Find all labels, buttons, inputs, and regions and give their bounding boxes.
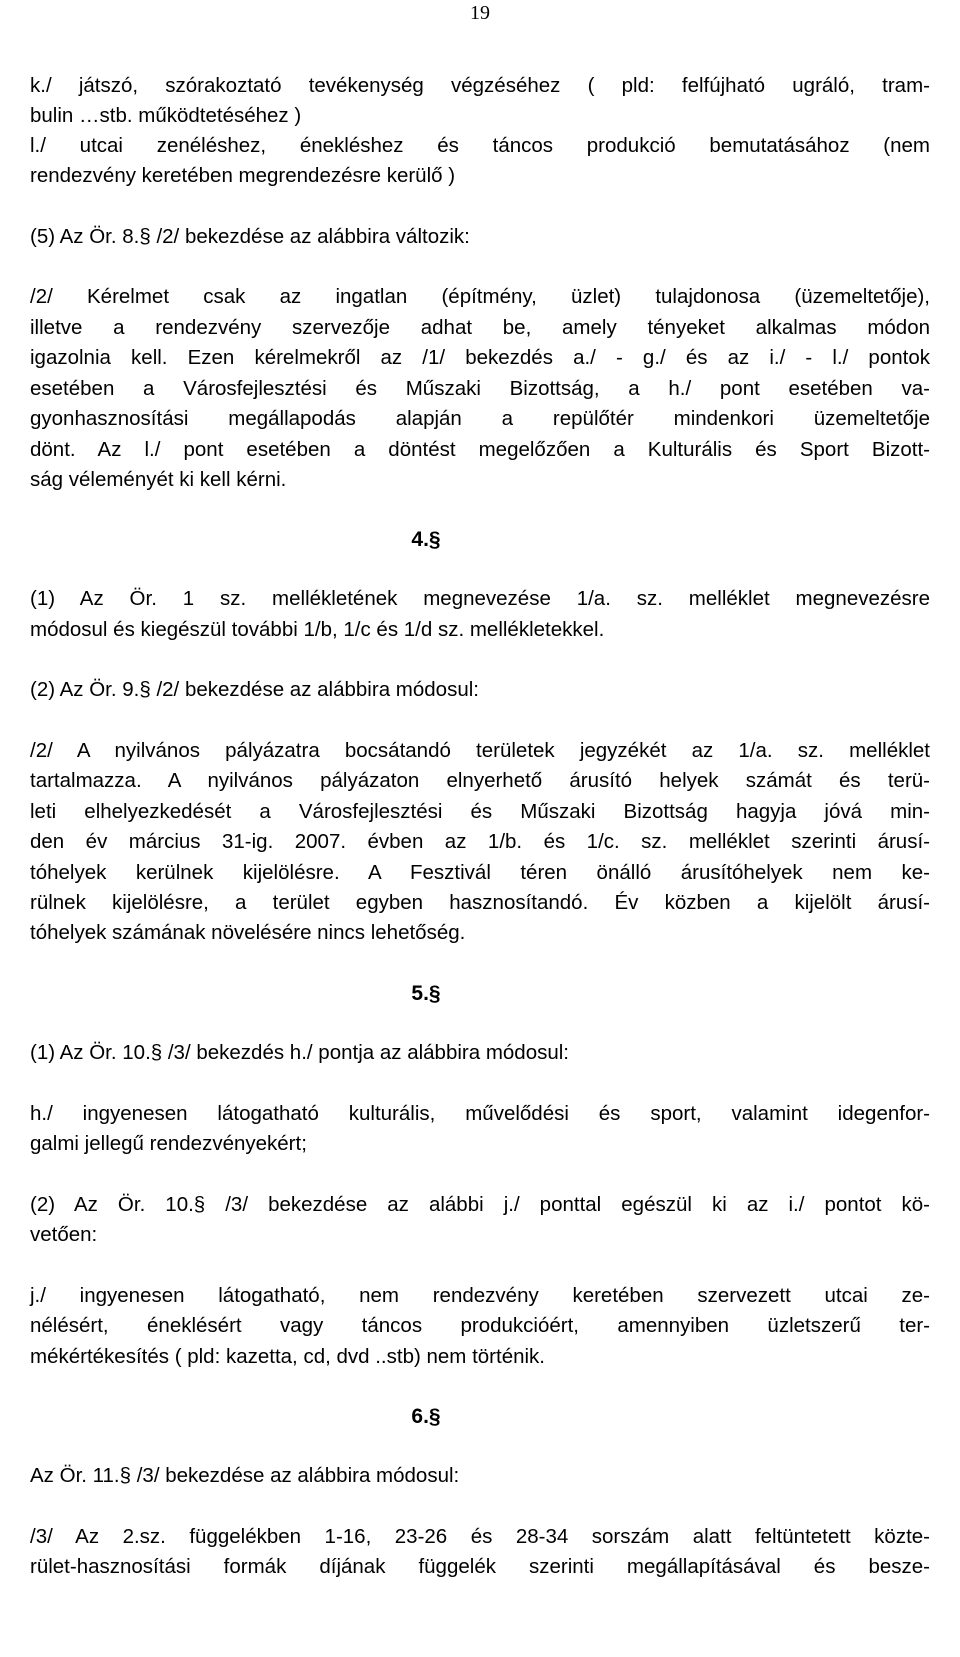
paragraph-line: vetően: <box>30 1223 98 1246</box>
paragraph-line: /2/ A nyilvános pályázatra bocsátandó területek jegyzékét az 1/a. sz. melléklet <box>30 739 930 762</box>
paragraph-line: j./ ingyenesen látogatható, nem rendezvény keretében szervezett utcai ze- <box>30 1284 930 1307</box>
paragraph-line: rülnek kijelölésre, a terület egyben hasznosítandó. Év közben a kijelölt árusí- <box>30 891 930 914</box>
paragraph-line: igazolnia kell. Ezen kérelmekről az /1/ bekezdés a./ - g./ és az i./ - l./ pontok <box>30 346 930 369</box>
paragraph-line: tartalmazza. A nyilvános pályázaton elnyerhető árusító helyek számát és terü- <box>30 769 930 792</box>
paragraph-line: k./ játszó, szórakoztató tevékenység végzéséhez ( pld: felfújható ugráló, tram- <box>30 74 930 97</box>
paragraph-line: mékértékesítés ( pld: kazetta, cd, dvd ..stb) nem történik. <box>30 1345 545 1368</box>
paragraph-line: rendezvény keretében megrendezésre kerülő ) <box>30 164 456 187</box>
paragraph-line: /2/ Kérelmet csak az ingatlan (építmény, üzlet) tulajdonosa (üzemeltetője), <box>30 285 930 308</box>
paragraph-line: gyonhasznosítási megállapodás alapján a repülőtér mindenkori üzemeltetője <box>30 407 930 430</box>
paragraph-line: módosul és kiegészül további 1/b, 1/c és 1/d sz. mellékletekkel. <box>30 618 605 641</box>
paragraph-line: Az Ör. 11.§ /3/ bekezdése az alábbira módosul: <box>30 1464 460 1487</box>
paragraph-line: illetve a rendezvény szervezője adhat be, amely tényeket alkalmas módon <box>30 316 930 339</box>
paragraph-line: galmi jellegű rendezvényekért; <box>30 1132 307 1155</box>
page-number: 19 <box>470 2 490 24</box>
paragraph-line: dönt. Az l./ pont esetében a döntést megelőzően a Kulturális és Sport Bizott- <box>30 438 930 461</box>
paragraph-line: (1) Az Ör. 1 sz. mellékletének megnevezése 1/a. sz. melléklet megnevezésre <box>30 587 930 610</box>
paragraph-line: (2) Az Ör. 10.§ /3/ bekezdése az alábbi j./ ponttal egészül ki az i./ pontot kö- <box>30 1193 930 1216</box>
paragraph-line: den év március 31-ig. 2007. évben az 1/b. és 1/c. sz. melléklet szerinti árusí- <box>30 830 930 853</box>
paragraph-line: tóhelyek számának növelésére nincs lehetőség. <box>30 921 466 944</box>
paragraph-line: esetében a Városfejlesztési és Műszaki Bizottság, a h./ pont esetében va- <box>30 377 930 400</box>
paragraph-line: ság véleményét ki kell kérni. <box>30 468 287 491</box>
paragraph-line: nélésért, éneklésért vagy táncos produkcióért, amennyiben üzletszerű ter- <box>30 1314 930 1337</box>
section-heading: 4.§ <box>411 528 441 551</box>
paragraph-line: bulin …stb. működtetéséhez ) <box>30 104 302 127</box>
paragraph-line: tóhelyek kerülnek kijelölésre. A Fesztivál téren önálló árusítóhelyek nem ke- <box>30 861 930 884</box>
paragraph-line: h./ ingyenesen látogatható kulturális, művelődési és sport, valamint idegenfor- <box>30 1102 930 1125</box>
section-heading: 6.§ <box>411 1405 441 1428</box>
paragraph-line: leti elhelyezkedését a Városfejlesztési és Műszaki Bizottság hagyja jóvá min- <box>30 800 930 823</box>
paragraph-line: (1) Az Ör. 10.§ /3/ bekezdés h./ pontja az alábbira módosul: <box>30 1041 570 1064</box>
paragraph-line: /3/ Az 2.sz. függelékben 1-16, 23-26 és 28-34 sorszám alatt feltüntetett közte- <box>30 1525 930 1548</box>
section-heading: 5.§ <box>411 982 441 1005</box>
paragraph-line: (5) Az Ör. 8.§ /2/ bekezdése az alábbira változik: <box>30 225 470 248</box>
paragraph-line: rület-hasznosítási formák díjának függelék szerinti megállapításával és besze- <box>30 1555 930 1578</box>
paragraph-line: (2) Az Ör. 9.§ /2/ bekezdése az alábbira módosul: <box>30 678 479 701</box>
paragraph-line: l./ utcai zenéléshez, énekléshez és táncos produkció bemutatásához (nem <box>30 134 930 157</box>
